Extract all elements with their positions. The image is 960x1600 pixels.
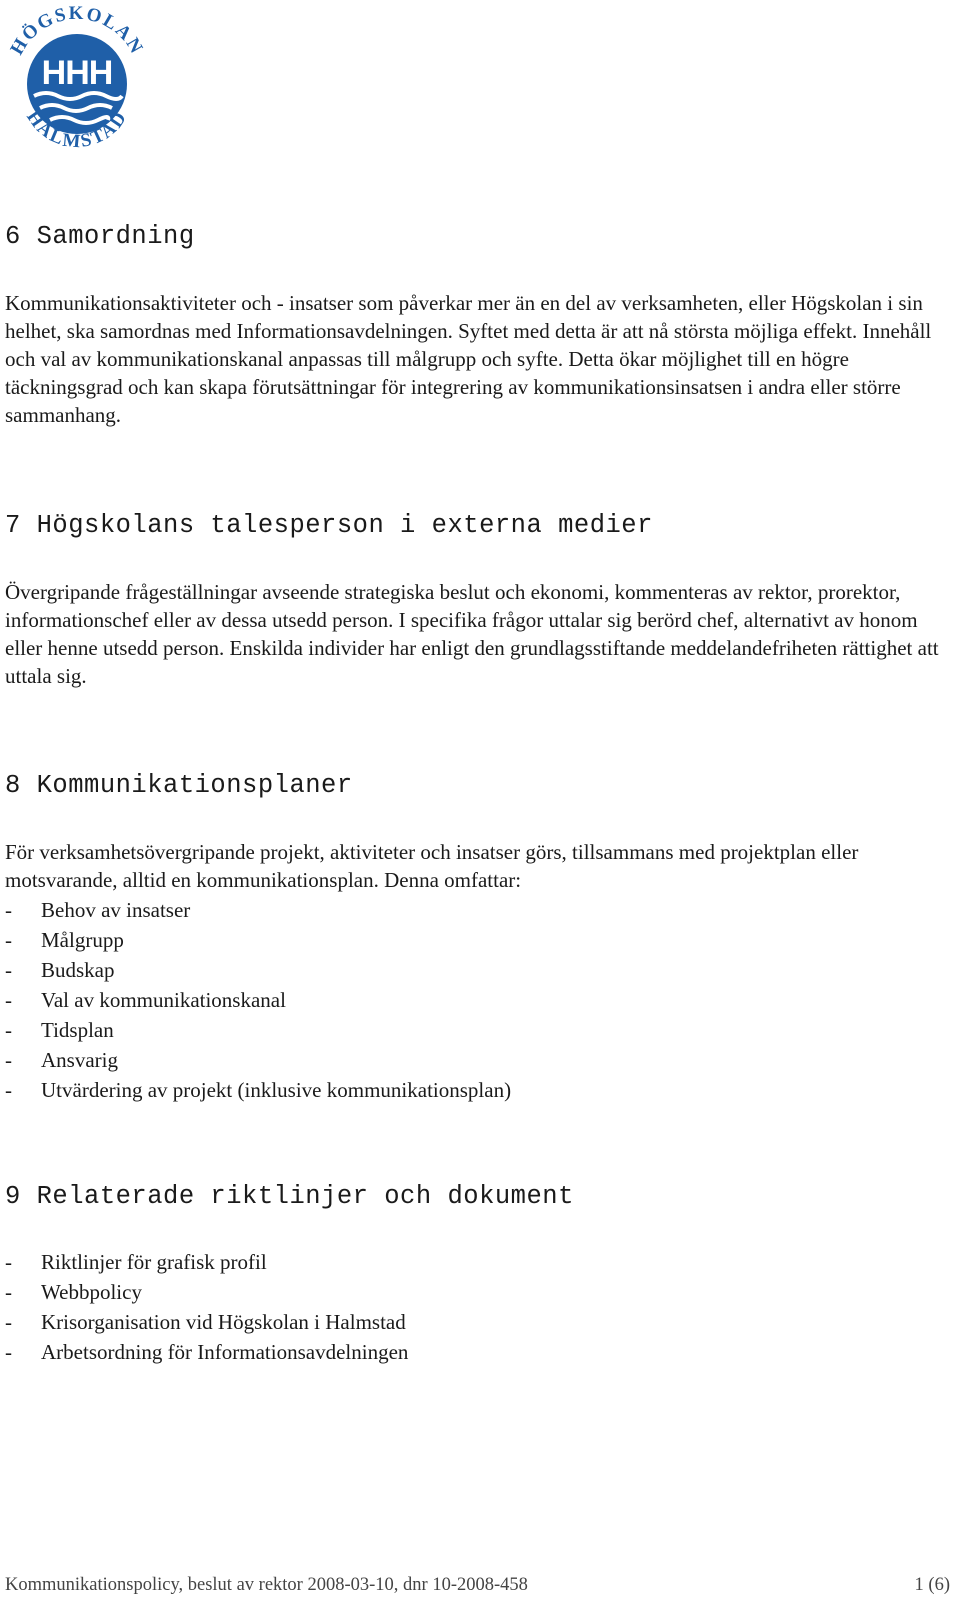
footer-document-info: Kommunikationspolicy, beslut av rektor 2008-03-10, dnr 10-2008-458 (5, 1575, 528, 1595)
list-item: - Utvärdering av projekt (inklusive kommunikationsplan) (5, 1078, 512, 1102)
page-number: 1 (6) (914, 1575, 950, 1595)
section-paragraph: Övergripande frågeställningar avseende strategiska beslut och ekonomi, kommenteras av rektor, prorektor, informationschef eller av dessa utsedd person. I specifika frågor uttalar sig berörd chef, alternativt av honom eller henne utsedd person. Enskilda individer har enligt den grundlagsstiftande meddelandefriheten rättighet att uttala sig. (5, 580, 939, 688)
logo-bottom-text: HALMSTAD (22, 106, 132, 153)
logo-top-text: HÖGSKOLAN (6, 4, 148, 59)
section-heading: 9 Relaterade riktlinjer och dokument (5, 1182, 574, 1211)
section-8 (5, 771, 950, 1105)
list-item: - Budskap (5, 958, 115, 982)
section-heading: 6 Samordning (5, 222, 195, 251)
list-item: - Val av kommunikationskanal (5, 988, 286, 1012)
list-item: - Behov av insatser (5, 898, 191, 922)
section-heading: 8 Kommunikationsplaner (5, 771, 353, 800)
related-documents-list (5, 1247, 950, 1367)
section-9 (5, 1182, 950, 1367)
list-item: - Målgrupp (5, 928, 124, 952)
section-7 (5, 511, 950, 690)
section-paragraph: Kommunikationsaktiviteter och - insatser som påverkar mer än en del av verksamheten, eller Högskolan i sin helhet, ska samordnas med Informationsavdelningen. Syftet med detta är att nå största möjliga effekt. Innehåll och val av kommunikationskanal anpassas till målgrupp och syfte. Detta ökar möjlighet till en högre täckningsgrad och kan skapa förutsättningar för integrering av kommunikationsinsatsen i andra eller större sammanhang. (5, 291, 932, 427)
hogskolan-halmstad-logo (4, 4, 150, 158)
section-paragraph: För verksamhetsövergripande projekt, aktiviteter och insatser görs, tillsammans med projektplan eller motsvarande, alltid en kommunikationsplan. Denna omfattar: (5, 840, 859, 892)
list-item: - Ansvarig (5, 1048, 118, 1072)
list-item: - Tidsplan (5, 1018, 114, 1042)
page-footer (5, 1575, 950, 1596)
section-6 (5, 222, 950, 429)
list-item: - Riktlinjer för grafisk profil (5, 1250, 267, 1274)
list-item: - Webbpolicy (5, 1280, 142, 1304)
logo-mark: HHH (41, 54, 113, 92)
section-heading: 7 Högskolans talesperson i externa medier (5, 511, 653, 540)
list-item: - Arbetsordning för Informationsavdelningen (5, 1340, 409, 1364)
list-item: - Krisorganisation vid Högskolan i Halmstad (5, 1310, 406, 1334)
plan-contents-list (5, 895, 950, 1105)
